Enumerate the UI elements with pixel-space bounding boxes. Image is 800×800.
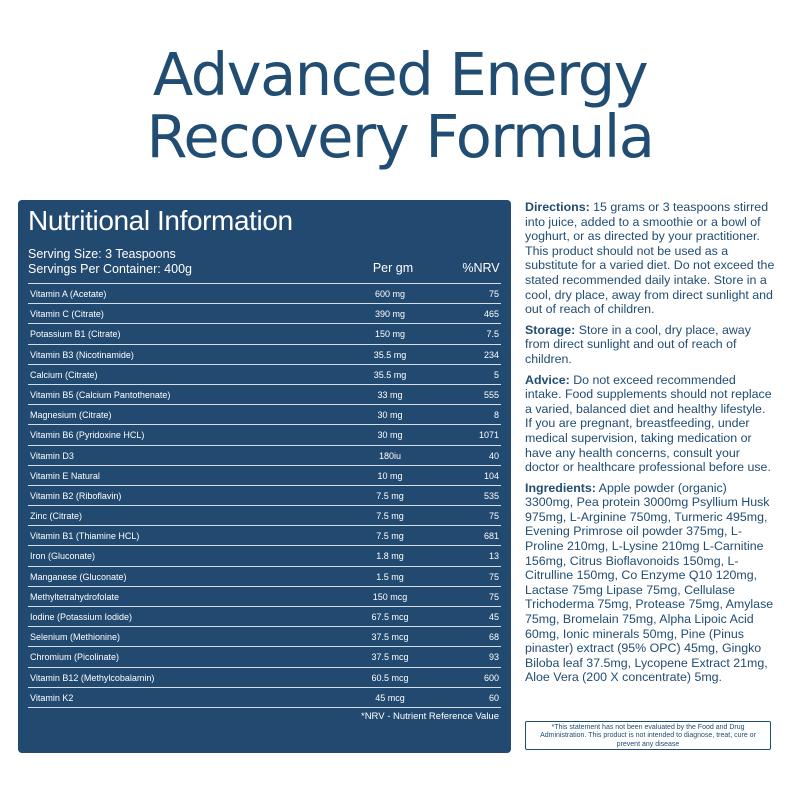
column-header-per-gm: Per gm — [372, 261, 414, 275]
nutrient-name: Vitamin B2 (Riboflavin) — [30, 490, 122, 501]
nutrient-name: Potassium B1 (Citrate) — [30, 329, 121, 340]
table-row — [28, 283, 501, 303]
nutrient-name: Vitamin B12 (Methylcobalamin) — [30, 672, 155, 683]
nutrient-amount: 45 mcg — [375, 692, 405, 703]
nutrient-nrv: 465 — [483, 309, 499, 320]
nutrient-name: Vitamin A (Acetate) — [30, 289, 107, 299]
nutrient-name: Methyltetrahydrofolate — [30, 591, 120, 602]
nutrient-nrv: 60 — [488, 692, 499, 703]
info-column — [525, 200, 775, 691]
page-title — [0, 40, 800, 171]
nutrient-name: Iodine (Potassium Iodide) — [30, 612, 133, 622]
nutrient-name: Vitamin B6 (Pyridoxine HCL) — [30, 430, 145, 441]
table-row — [28, 445, 501, 465]
nutrient-nrv: 75 — [488, 591, 499, 602]
nutrient-name: Iron (Gluconate) — [30, 551, 96, 562]
table-row — [28, 586, 501, 606]
table-row — [28, 424, 501, 444]
nutrient-amount: 7.5 mg — [376, 490, 404, 501]
nutrient-nrv: 75 — [488, 511, 499, 522]
nutrient-amount: 37.5 mcg — [371, 652, 409, 663]
nutrient-name: Vitamin E Natural — [30, 470, 100, 481]
advice-label: Advice: — [525, 372, 570, 387]
nutrient-name: Vitamin K2 — [30, 692, 74, 703]
nutrient-name: Vitamin B1 (Thiamine HCL) — [30, 531, 140, 542]
table-row — [28, 646, 501, 666]
advice-text: Do not exceed recommended intake. Food supplements should not replace a varied, balanced diet and healthy lifestyle. If you are pregnant, breastfeeding, under medical supervision, taking medication or have any health concerns, consult your doctor or healthcare professional before use. — [525, 372, 772, 475]
nutrient-name: Calcium (Citrate) — [30, 369, 98, 380]
table-row — [28, 566, 501, 586]
table-row — [28, 404, 501, 424]
table-row — [28, 505, 501, 525]
nutrient-name: Vitamin B3 (Nicotinamide) — [30, 349, 134, 360]
nutrient-amount: 37.5 mcg — [371, 632, 409, 643]
directions-label: Directions: — [525, 200, 590, 214]
nutrition-panel — [18, 200, 511, 753]
table-row — [28, 525, 501, 545]
nutrient-nrv: 75 — [488, 571, 499, 582]
nutrient-name: Selenium (Methionine) — [30, 632, 121, 643]
nutrient-nrv: 93 — [488, 652, 499, 663]
ingredients-text: Apple powder (organic) 3300mg, Pea protein 3000mg Psyllium Husk 975mg, L-Arginine 750mg, Turmeric 495mg, Evening Primrose oil powder 375mg, L-Proline 210mg, L-Lysine 210mg L-Carnitine 156mg, Citrus Bioflavonoids 150mg, L-Citrulline 150mg, Co Enzyme Q10 120mg, Lactase 75mg Lipase 75mg, Cellulase Trichoderma 75mg, Protease 75mg, Amylase 75mg, Bromelain 75mg, Alpha Lipoic Acid 60mg, Ionic minerals 50mg, Pine (Pinus pinaster) extract (95% OPC) 45mg, Gingko Biloba leaf 37.5mg, Lycopene Extract 21mg, Aloe Vera (200 X concentrate) 5mg. — [525, 480, 774, 685]
nutrient-amount: 35.5 mg — [373, 369, 407, 380]
nutrient-nrv: 555 — [483, 389, 499, 400]
table-row — [28, 687, 501, 707]
nutrient-name: Vitamin C (Citrate) — [30, 309, 104, 320]
nutrient-amount: 150 mcg — [372, 591, 408, 602]
ingredients-paragraph — [525, 481, 775, 685]
directions-paragraph — [525, 200, 775, 317]
title-line-2: Recovery Formula — [146, 102, 654, 171]
nutrient-nrv: 600 — [483, 672, 499, 683]
storage-text: Store in a cool, dry place, away from direct sunlight and out of reach of children. — [525, 322, 751, 366]
serving-info — [28, 247, 192, 277]
table-row — [28, 545, 501, 565]
nutrient-amount: 60.5 mcg — [371, 672, 409, 683]
nutrient-amount: 1.5 mg — [376, 571, 404, 582]
nutrient-amount: 600 mg — [374, 289, 406, 299]
nutrient-name: Manganese (Gluconate) — [30, 571, 127, 582]
table-row — [28, 344, 501, 364]
servings-per-container: Servings Per Container: 400g — [28, 262, 192, 276]
nutrient-name: Magnesium (Citrate) — [30, 410, 112, 421]
storage-paragraph — [525, 323, 775, 367]
table-row — [28, 606, 501, 626]
nutrient-amount: 390 mg — [374, 309, 406, 320]
panel-title: Nutritional Information — [28, 205, 293, 236]
nutrient-nrv: 7.5 — [486, 329, 499, 340]
nutrient-amount: 180iu — [378, 450, 402, 461]
serving-size: Serving Size: 3 Teaspoons — [28, 247, 176, 261]
table-row — [28, 384, 501, 404]
nutrient-name: Zinc (Citrate) — [30, 511, 83, 522]
nutrient-nrv: 1071 — [478, 430, 499, 441]
nutrient-amount: 10 mg — [377, 470, 403, 481]
nutrient-name: Vitamin B5 (Calcium Pantothenate) — [30, 389, 171, 400]
nutrient-nrv: 234 — [483, 349, 499, 360]
table-row — [28, 303, 501, 323]
advice-paragraph — [525, 373, 775, 475]
nutrient-amount: 7.5 mg — [376, 531, 404, 542]
table-row — [28, 626, 501, 646]
nutrient-amount: 7.5 mg — [376, 511, 404, 522]
table-row — [28, 364, 501, 384]
nrv-footnote: *NRV - Nutrient Reference Value — [361, 711, 499, 722]
nutrient-nrv: 5 — [493, 369, 499, 380]
table-row — [28, 485, 501, 505]
table-row — [28, 667, 501, 687]
table-end-divider — [28, 707, 501, 708]
nutrient-nrv: 104 — [483, 470, 499, 481]
storage-label: Storage: — [525, 322, 576, 337]
nutrient-amount: 35.5 mg — [373, 349, 407, 360]
nutrient-amount: 30 mg — [377, 410, 403, 421]
nutrient-nrv: 681 — [483, 531, 499, 542]
nutrient-nrv: 535 — [483, 490, 499, 501]
nutrient-amount: 30 mg — [377, 430, 403, 441]
nutrition-table — [28, 283, 501, 708]
table-row — [28, 323, 501, 343]
nutrient-nrv: 45 — [488, 612, 499, 622]
nutrient-name: Vitamin D3 — [30, 450, 74, 461]
nutrient-amount: 150 mg — [374, 329, 406, 340]
nutrient-name: Chromium (Picolinate) — [30, 652, 120, 663]
ingredients-label: Ingredients: — [525, 480, 596, 495]
table-row — [28, 465, 501, 485]
nutrient-nrv: 68 — [488, 632, 499, 643]
directions-text: 15 grams or 3 teaspoons stirred into juice, added to a smoothie or a bowl of yoghurt, or as directed by your practitioner. This product should not be used as a substitute for a varied diet. Do not exceed the stated recommended daily intake. Store in a cool, dry place, away from direct sunlight and out of reach of children. — [525, 200, 775, 317]
fda-disclaimer: *This statement has not been evaluated by the Food and Drug Administration. This product is not intended to diagnose, treat, cure or prevent any disease — [525, 721, 771, 750]
column-header-nrv: %NRV — [462, 261, 500, 275]
nutrient-nrv: 40 — [488, 450, 499, 461]
nutrient-amount: 67.5 mcg — [371, 612, 409, 622]
nutrient-nrv: 75 — [488, 289, 499, 299]
nutrient-nrv: 13 — [488, 551, 499, 562]
nutrient-amount: 33 mg — [377, 389, 403, 400]
nutrient-amount: 1.8 mg — [376, 551, 404, 562]
title-line-1: Advanced Energy — [152, 40, 648, 109]
nutrient-nrv: 8 — [493, 410, 499, 421]
